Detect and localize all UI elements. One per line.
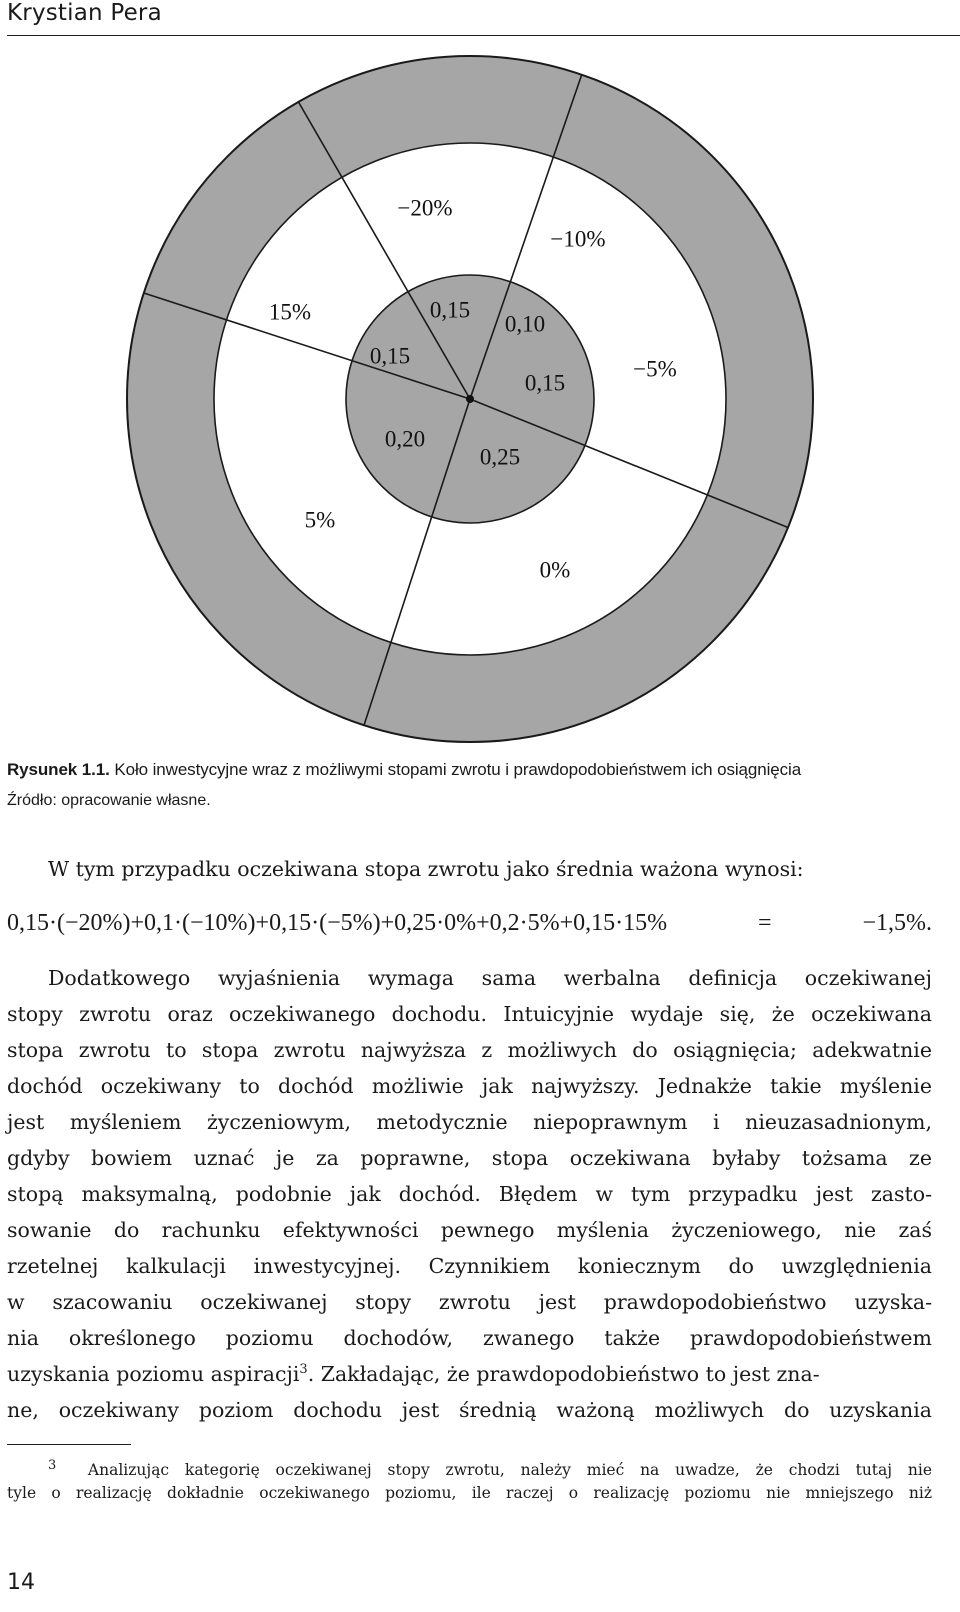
footnote-reference[interactable]: 3 [299,1362,308,1378]
return-label: 5% [304,507,336,533]
aspiration-text: uzyskania poziomu aspiracji [7,1362,300,1386]
paragraph-line: sowanie do rachunku efektywności pewnego myślenia życzeniowego, nie zaś [7,1218,932,1242]
probability-label: 0,25 [479,444,521,470]
expected-return-equation: 0,15·(−20%)+0,1·(−10%)+0,15·(−5%)+0,25·0%+0,2·5%+0,15·15% = −1,5%. [7,910,932,936]
investment-wheel-figure [0,0,960,760]
footnote-rule [7,1444,131,1445]
footnote-line [48,1458,932,1479]
paragraph-line: stopy zwrotu oraz oczekiwanego dochodu. Intuicyjnie wydaje się, że oczekiwana [7,1002,932,1026]
paragraph-line: w szacowaniu oczekiwanej stopy zwrotu jest prawdopodobieństwo uzyska- [7,1290,932,1314]
caption-label: Rysunek 1.1. [7,760,110,779]
probability-label: 0,15 [429,297,471,323]
return-label: −10% [550,226,606,252]
footnote-line: tyle o realizację dokładnie oczekiwanego poziomu, ile raczej o realizację poziomu nie mniejszego niż [7,1484,932,1502]
return-label: −5% [633,356,677,382]
figure-caption [7,760,801,780]
page-number: 14 [7,1570,35,1595]
aspiration-text-continued: . Zakładając, że prawdopodobieństwo to jest zna- [307,1362,820,1386]
footnote-text: Analizując kategorię oczekiwanej stopy zwrotu, należy mieć na uwadze, że chodzi tutaj nie [87,1461,932,1480]
paragraph-line-aspiration [7,1362,932,1386]
paragraph-line: nia określonego poziomu dochodów, zwanego także prawdopodobieństwem [7,1326,932,1350]
probability-label: 0,10 [504,311,546,337]
return-label: −20% [397,195,453,221]
paragraph-line: dochód oczekiwany to dochód możliwie jak najwyższy. Jednakże takie myślenie [7,1074,932,1098]
probability-label: 0,15 [524,370,566,396]
paragraph-line: Dodatkowego wyjaśnienia wymaga sama werbalna definicja oczekiwanej [48,966,932,990]
footnote-number: 3 [48,1458,57,1473]
probability-label: 0,15 [369,343,411,369]
caption-text: Koło inwestycyjne wraz z możliwymi stopami zwrotu i prawdopodobieństwem ich osiągnięcia [114,760,802,779]
paragraph-line: rzetelnej kalkulacji inwestycyjnej. Czynnikiem koniecznym do uwzględnienia [7,1254,932,1278]
figure-source: Źródło: opracowanie własne. [7,792,211,809]
probability-label: 0,20 [384,426,426,452]
return-label: 15% [268,299,312,325]
wheel-center [466,395,474,403]
paragraph-line: ne, oczekiwany poziom dochodu jest średnią ważoną możliwych do uzyskania [7,1398,932,1422]
return-label: 0% [539,557,571,583]
running-head-author: Krystian Pera [7,0,162,26]
paragraph-line: gdyby bowiem uznać je za poprawne, stopa oczekiwana byłaby tożsama ze [7,1146,932,1170]
paragraph-line: stopą maksymalną, podobnie jak dochód. Błędem w tym przypadku jest zasto- [7,1182,932,1206]
paragraph-line: stopa zwrotu to stopa zwrotu najwyższa z możliwych do osiągnięcia; adekwatnie [7,1038,932,1062]
paragraph-line: jest myśleniem życzeniowym, metodycznie niepoprawnym i nieuzasadnionym, [7,1110,932,1134]
intro-paragraph: W tym przypadku oczekiwana stopa zwrotu jako średnia ważona wynosi: [48,857,804,881]
